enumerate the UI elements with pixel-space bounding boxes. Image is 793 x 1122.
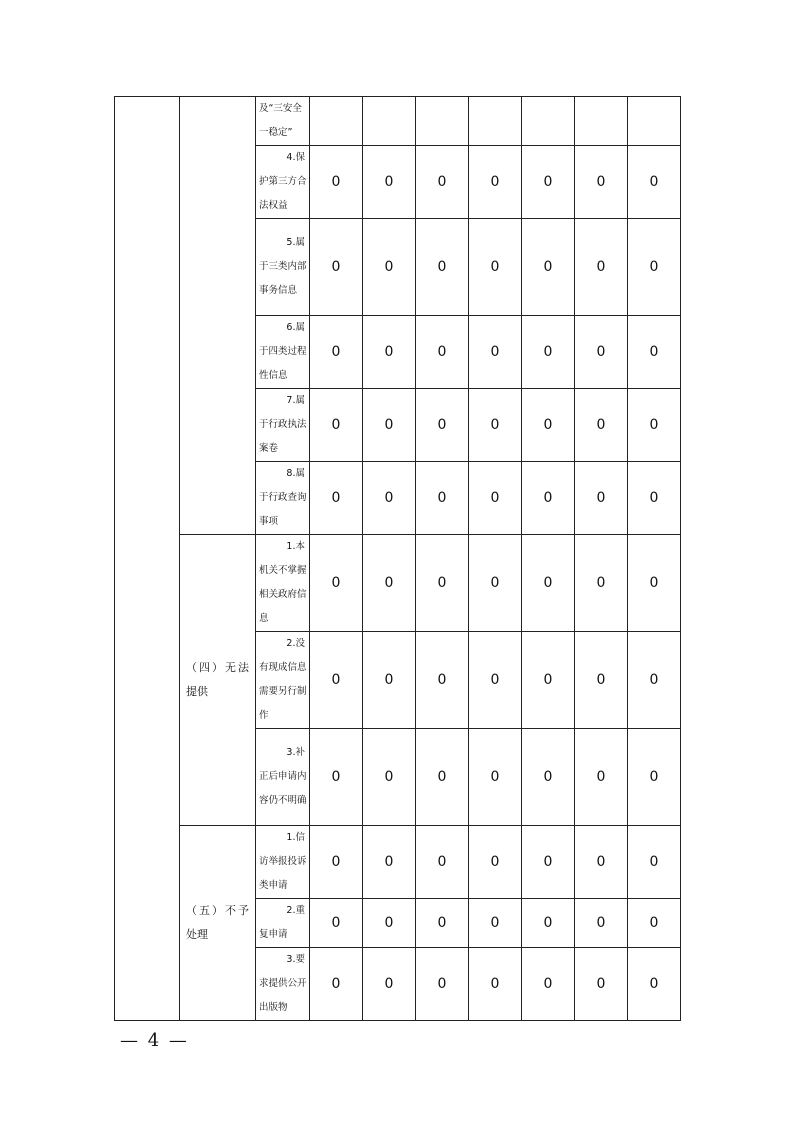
value-cell: 0 [628, 146, 681, 219]
value-cell: 0 [310, 316, 363, 389]
value-cell: 0 [416, 219, 469, 316]
table-row [115, 535, 681, 632]
value-cell: 0 [416, 146, 469, 219]
value-cell: 0 [363, 389, 416, 462]
value-cell: 0 [575, 899, 628, 948]
value-cell: 0 [416, 462, 469, 535]
value-cell: 0 [575, 462, 628, 535]
category-cell [115, 97, 180, 1021]
row-label: 2.没 有现成信息需要另行制作 [256, 632, 310, 729]
value-cell: 0 [628, 389, 681, 462]
value-cell: 0 [575, 948, 628, 1021]
value-cell: 0 [469, 535, 522, 632]
value-cell [310, 97, 363, 146]
value-cell: 0 [469, 948, 522, 1021]
value-cell: 0 [363, 948, 416, 1021]
value-cell: 0 [416, 899, 469, 948]
value-cell: 0 [363, 462, 416, 535]
value-cell: 0 [363, 219, 416, 316]
value-cell: 0 [469, 899, 522, 948]
value-cell: 0 [416, 826, 469, 899]
value-cell: 0 [628, 632, 681, 729]
value-cell: 0 [310, 219, 363, 316]
value-cell [628, 97, 681, 146]
value-cell: 0 [575, 389, 628, 462]
value-cell: 0 [310, 632, 363, 729]
value-cell: 0 [575, 316, 628, 389]
row-label: 6.属 于四类过程性信息 [256, 316, 310, 389]
row-label: 2.重 复申请 [256, 899, 310, 948]
value-cell: 0 [310, 826, 363, 899]
row-label: 3.补 正后申请内容仍不明确 [256, 729, 310, 826]
value-cell: 0 [469, 389, 522, 462]
value-cell [469, 97, 522, 146]
value-cell: 0 [575, 535, 628, 632]
row-label: 8.属 于行政查询事项 [256, 462, 310, 535]
value-cell: 0 [363, 535, 416, 632]
value-cell: 0 [469, 146, 522, 219]
value-cell: 0 [310, 535, 363, 632]
value-cell: 0 [575, 146, 628, 219]
value-cell: 0 [522, 146, 575, 219]
value-cell: 0 [363, 826, 416, 899]
value-cell: 0 [310, 462, 363, 535]
value-cell [522, 97, 575, 146]
value-cell: 0 [522, 948, 575, 1021]
value-cell: 0 [310, 729, 363, 826]
value-cell: 0 [522, 632, 575, 729]
value-cell: 0 [522, 462, 575, 535]
value-cell: 0 [416, 535, 469, 632]
group-cell-unable-to-provide: （四）无法提供 [180, 535, 256, 826]
value-cell: 0 [363, 316, 416, 389]
value-cell: 0 [469, 632, 522, 729]
value-cell [416, 97, 469, 146]
row-label: 5.属 于三类内部事务信息 [256, 219, 310, 316]
value-cell: 0 [363, 729, 416, 826]
value-cell: 0 [310, 899, 363, 948]
value-cell: 0 [628, 899, 681, 948]
value-cell: 0 [628, 316, 681, 389]
value-cell: 0 [575, 632, 628, 729]
value-cell: 0 [416, 316, 469, 389]
group-cell-not-processed: （五）不予处理 [180, 826, 256, 1021]
value-cell: 0 [363, 632, 416, 729]
value-cell: 0 [575, 219, 628, 316]
value-cell: 0 [522, 219, 575, 316]
value-cell: 0 [469, 826, 522, 899]
value-cell: 0 [469, 729, 522, 826]
row-label: 4.保 护第三方合法权益 [256, 146, 310, 219]
row-label: 7.属 于行政执法案卷 [256, 389, 310, 462]
value-cell: 0 [522, 389, 575, 462]
value-cell: 0 [310, 948, 363, 1021]
table-row [115, 97, 681, 146]
value-cell: 0 [628, 535, 681, 632]
value-cell: 0 [628, 826, 681, 899]
value-cell [575, 97, 628, 146]
row-label: 1.本 机关不掌握相关政府信息 [256, 535, 310, 632]
value-cell: 0 [363, 146, 416, 219]
value-cell: 0 [522, 535, 575, 632]
value-cell: 0 [522, 316, 575, 389]
value-cell: 0 [628, 219, 681, 316]
value-cell: 0 [628, 462, 681, 535]
row-label: 及“三安全一稳定” [256, 97, 310, 146]
value-cell: 0 [416, 948, 469, 1021]
value-cell: 0 [575, 826, 628, 899]
page-number: — 4 — [120, 1030, 189, 1051]
value-cell: 0 [310, 146, 363, 219]
row-label: 1.信 访举报投诉类申请 [256, 826, 310, 899]
row-label: 3.要 求提供公开出版物 [256, 948, 310, 1021]
value-cell: 0 [469, 316, 522, 389]
value-cell: 0 [575, 729, 628, 826]
value-cell: 0 [310, 389, 363, 462]
value-cell: 0 [416, 389, 469, 462]
table-row [115, 826, 681, 899]
value-cell: 0 [522, 826, 575, 899]
value-cell: 0 [469, 219, 522, 316]
value-cell: 0 [416, 632, 469, 729]
group-cell-continued [180, 97, 256, 535]
value-cell: 0 [416, 729, 469, 826]
value-cell: 0 [363, 899, 416, 948]
value-cell: 0 [628, 729, 681, 826]
value-cell [363, 97, 416, 146]
value-cell: 0 [522, 899, 575, 948]
value-cell: 0 [522, 729, 575, 826]
value-cell: 0 [628, 948, 681, 1021]
disclosure-table [114, 96, 681, 1021]
value-cell: 0 [469, 462, 522, 535]
